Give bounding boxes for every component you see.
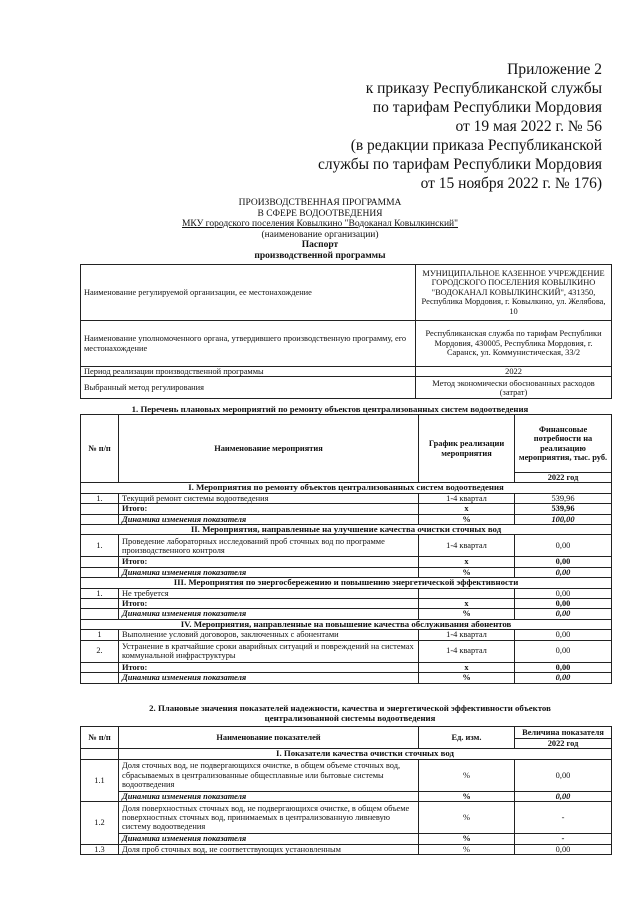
table-row xyxy=(81,844,612,854)
row-num: 1.1 xyxy=(81,759,119,801)
table-row xyxy=(81,535,612,557)
row-value: 539,96 xyxy=(515,493,612,503)
dynamics-row xyxy=(81,791,612,801)
table-row xyxy=(81,588,612,598)
annex-line: от 19 мая 2022 г. № 56 xyxy=(455,118,602,135)
table-row xyxy=(81,265,612,321)
total-label: Итого: xyxy=(119,504,419,514)
dynamics-label: Динамика изменения показателя xyxy=(119,567,419,577)
group-title: II. Мероприятия, направленные на улучшение качества очистки сточных вод xyxy=(81,525,612,535)
total-value: 539,96 xyxy=(515,504,612,514)
passport-value: МУНИЦИПАЛЬНОЕ КАЗЕННОЕ УЧРЕЖДЕНИЕ ГОРОДСКОГО ПОСЕЛЕНИЯ КОВЫЛКИНО "ВОДОКАНАЛ КОВЫЛКИНСКИЙ", 431350, Республика Мордовия, г. Ковылкино, ул. Желябова, 10 xyxy=(416,265,612,321)
total-label: Итого: xyxy=(119,599,419,609)
row-name: Доля проб сточных вод, не соответствующих установленным xyxy=(119,844,419,854)
table-row xyxy=(81,367,612,377)
dynamics-unit: % xyxy=(419,834,515,844)
dynamics-label: Динамика изменения показателя xyxy=(119,791,419,801)
total-row xyxy=(81,557,612,567)
group-title: III. Мероприятия по энергосбережению и повышению энергетической эффективности xyxy=(81,578,612,588)
dynamics-row xyxy=(81,609,612,619)
row-num: 1.3 xyxy=(81,844,119,854)
dynamics-value: 0,00 xyxy=(515,791,612,801)
program-title: ПРОИЗВОДСТВЕННАЯ ПРОГРАММА xyxy=(238,198,402,208)
dynamics-mark: % xyxy=(419,567,515,577)
table-row xyxy=(81,640,612,662)
total-label: Итого: xyxy=(119,557,419,567)
row-num: 1. xyxy=(81,493,119,503)
col-header-name: Наименование показателей xyxy=(119,727,419,749)
program-title-block xyxy=(80,198,560,261)
col-header-year: 2022 год xyxy=(515,473,612,483)
passport-value: Метод экономически обоснованных расходов (затрат) xyxy=(416,377,612,399)
passport-heading: Паспорт xyxy=(301,240,339,250)
total-mark: х xyxy=(419,662,515,672)
dynamics-unit: % xyxy=(419,791,515,801)
row-num: 1. xyxy=(81,535,119,557)
row-name: Доля сточных вод, не подвергающихся очистке, в общем объеме сточных вод, сбрасываемых в централизованные общесплавные или бытовые системы водоотведения xyxy=(119,759,419,791)
annex-line: к приказу Республиканской службы xyxy=(365,80,602,97)
section1-caption: 1. Перечень плановых мероприятий по ремонту объектов централизованных систем водоотведения xyxy=(131,404,529,414)
total-row xyxy=(81,662,612,672)
row-value: 0,00 xyxy=(515,640,612,662)
row-schedule: 1-4 квартал xyxy=(419,630,515,640)
annex-line: от 15 ноября 2022 г. № 176) xyxy=(420,175,602,192)
row-value: 0,00 xyxy=(515,535,612,557)
row-name: Не требуется xyxy=(119,588,419,598)
passport-label: Выбранный метод регулирования xyxy=(81,377,416,399)
group-title: I. Мероприятия по ремонту объектов централизованных систем водоотведения xyxy=(81,483,612,493)
col-header-schedule: График реализации мероприятия xyxy=(419,415,515,483)
col-header-unit: Ед. изм. xyxy=(419,727,515,749)
passport-value: 2022 xyxy=(416,367,612,377)
total-mark: х xyxy=(419,599,515,609)
dynamics-label: Динамика изменения показателя xyxy=(119,673,419,683)
table-row xyxy=(81,321,612,367)
annex-line: службы по тарифам Республики Мордовия xyxy=(318,156,602,173)
row-num: 1.2 xyxy=(81,802,119,844)
table-row xyxy=(81,802,612,834)
passport-table xyxy=(80,264,612,399)
total-mark: х xyxy=(419,504,515,514)
organization-name: МКУ городского поселения Ковылкино "Водоканал Ковылкинский" xyxy=(181,219,458,229)
dynamics-mark: % xyxy=(419,514,515,524)
row-unit: % xyxy=(419,759,515,791)
col-header-year: 2022 год xyxy=(515,739,612,749)
dynamics-label: Динамика изменения показателя xyxy=(119,834,419,844)
table-row xyxy=(81,630,612,640)
dynamics-mark: % xyxy=(419,673,515,683)
dynamics-value: - xyxy=(515,834,612,844)
passport-label: Период реализации производственной программы xyxy=(81,367,416,377)
dynamics-label: Динамика изменения показателя xyxy=(119,609,419,619)
row-value: 0,00 xyxy=(515,630,612,640)
section2-caption: 2. Плановые значения показателей надежности, качества и энергетической эффективности объектов централизованной системы водоотведения xyxy=(149,703,551,723)
row-unit: % xyxy=(419,844,515,854)
dynamics-value: 0,00 xyxy=(515,567,612,577)
passport-label: Наименование регулируемой организации, ее местонахождение xyxy=(81,265,416,321)
row-schedule xyxy=(419,588,515,598)
col-header-finance: Финансовые потребности на реализацию мероприятия, тыс. руб. xyxy=(515,415,612,473)
dynamics-mark: % xyxy=(419,609,515,619)
col-header-name: Наименование мероприятия xyxy=(119,415,419,483)
group-title: I. Показатели качества очистки сточных вод xyxy=(119,749,612,759)
group-title-row xyxy=(81,619,612,629)
activities-table xyxy=(80,414,612,684)
dynamics-row xyxy=(81,834,612,844)
total-value: 0,00 xyxy=(515,662,612,672)
annex-header xyxy=(302,60,602,193)
row-schedule: 1-4 квартал xyxy=(419,535,515,557)
total-value: 0,00 xyxy=(515,599,612,609)
group-title-row xyxy=(81,483,612,493)
annex-line: Приложение 2 xyxy=(507,61,602,78)
row-schedule: 1-4 квартал xyxy=(419,640,515,662)
passport-value: Республиканская служба по тарифам Республики Мордовия, 430005, Республика Мордовия, г. Саранск, ул. Коммунистическая, 33/2 xyxy=(416,321,612,367)
dynamics-row xyxy=(81,514,612,524)
dynamics-value: 0,00 xyxy=(515,609,612,619)
row-num: 1 xyxy=(81,630,119,640)
program-subtitle: В СФЕРЕ ВОДООТВЕДЕНИЯ xyxy=(257,208,383,219)
table-row xyxy=(81,377,612,399)
total-label: Итого: xyxy=(119,662,419,672)
group-title-row xyxy=(81,525,612,535)
dynamics-row xyxy=(81,567,612,577)
row-value: 0,00 xyxy=(515,588,612,598)
row-name: Проведение лабораторных исследований проб сточных вод по программе производственного контроля xyxy=(119,535,419,557)
col-header-value: Величина показателя xyxy=(515,727,612,739)
table-header-row xyxy=(81,415,612,473)
passport-subheading: производственной программы xyxy=(254,250,386,261)
total-value: 0,00 xyxy=(515,557,612,567)
row-num: 1. xyxy=(81,588,119,598)
dynamics-label: Динамика изменения показателя xyxy=(119,514,419,524)
row-value: - xyxy=(515,802,612,834)
col-header-num: № п/п xyxy=(81,415,119,483)
table-row xyxy=(81,493,612,503)
row-name: Устранение в кратчайшие сроки аварийных ситуаций и повреждений на системах коммунальной инфраструктуры xyxy=(119,640,419,662)
row-num: 2. xyxy=(81,640,119,662)
group-title-row xyxy=(81,749,612,759)
group-title-row xyxy=(81,578,612,588)
indicators-table xyxy=(80,726,612,855)
dynamics-value: 0,00 xyxy=(515,673,612,683)
row-value: 0,00 xyxy=(515,759,612,791)
row-name: Доля поверхностных сточных вод, не подвергающихся очистке, в общем объеме поверхностных сточных вод, принимаемых в централизованную ливневую систему водоотведения xyxy=(119,802,419,834)
row-name: Выполнение условий договоров, заключенных с абонентами xyxy=(119,630,419,640)
dynamics-row xyxy=(81,673,612,683)
row-unit: % xyxy=(419,802,515,834)
annex-line: (в редакции приказа Республиканской xyxy=(350,137,602,154)
total-row xyxy=(81,504,612,514)
annex-line: по тарифам Республики Мордовия xyxy=(372,99,602,116)
organization-caption: (наименование организации) xyxy=(261,229,379,240)
row-name: Текущий ремонт системы водоотведения xyxy=(119,493,419,503)
passport-label: Наименование уполномоченного органа, утвердившего производственную программу, его местонахождение xyxy=(81,321,416,367)
table-row xyxy=(81,759,612,791)
dynamics-value: 100,00 xyxy=(515,514,612,524)
table-header-row xyxy=(81,727,612,739)
col-header-num: № п/п xyxy=(81,727,119,749)
total-mark: х xyxy=(419,557,515,567)
row-value: 0,00 xyxy=(515,844,612,854)
total-row xyxy=(81,599,612,609)
group-title: IV. Мероприятия, направленные на повышение качества обслуживания абонентов xyxy=(81,619,612,629)
row-schedule: 1-4 квартал xyxy=(419,493,515,503)
